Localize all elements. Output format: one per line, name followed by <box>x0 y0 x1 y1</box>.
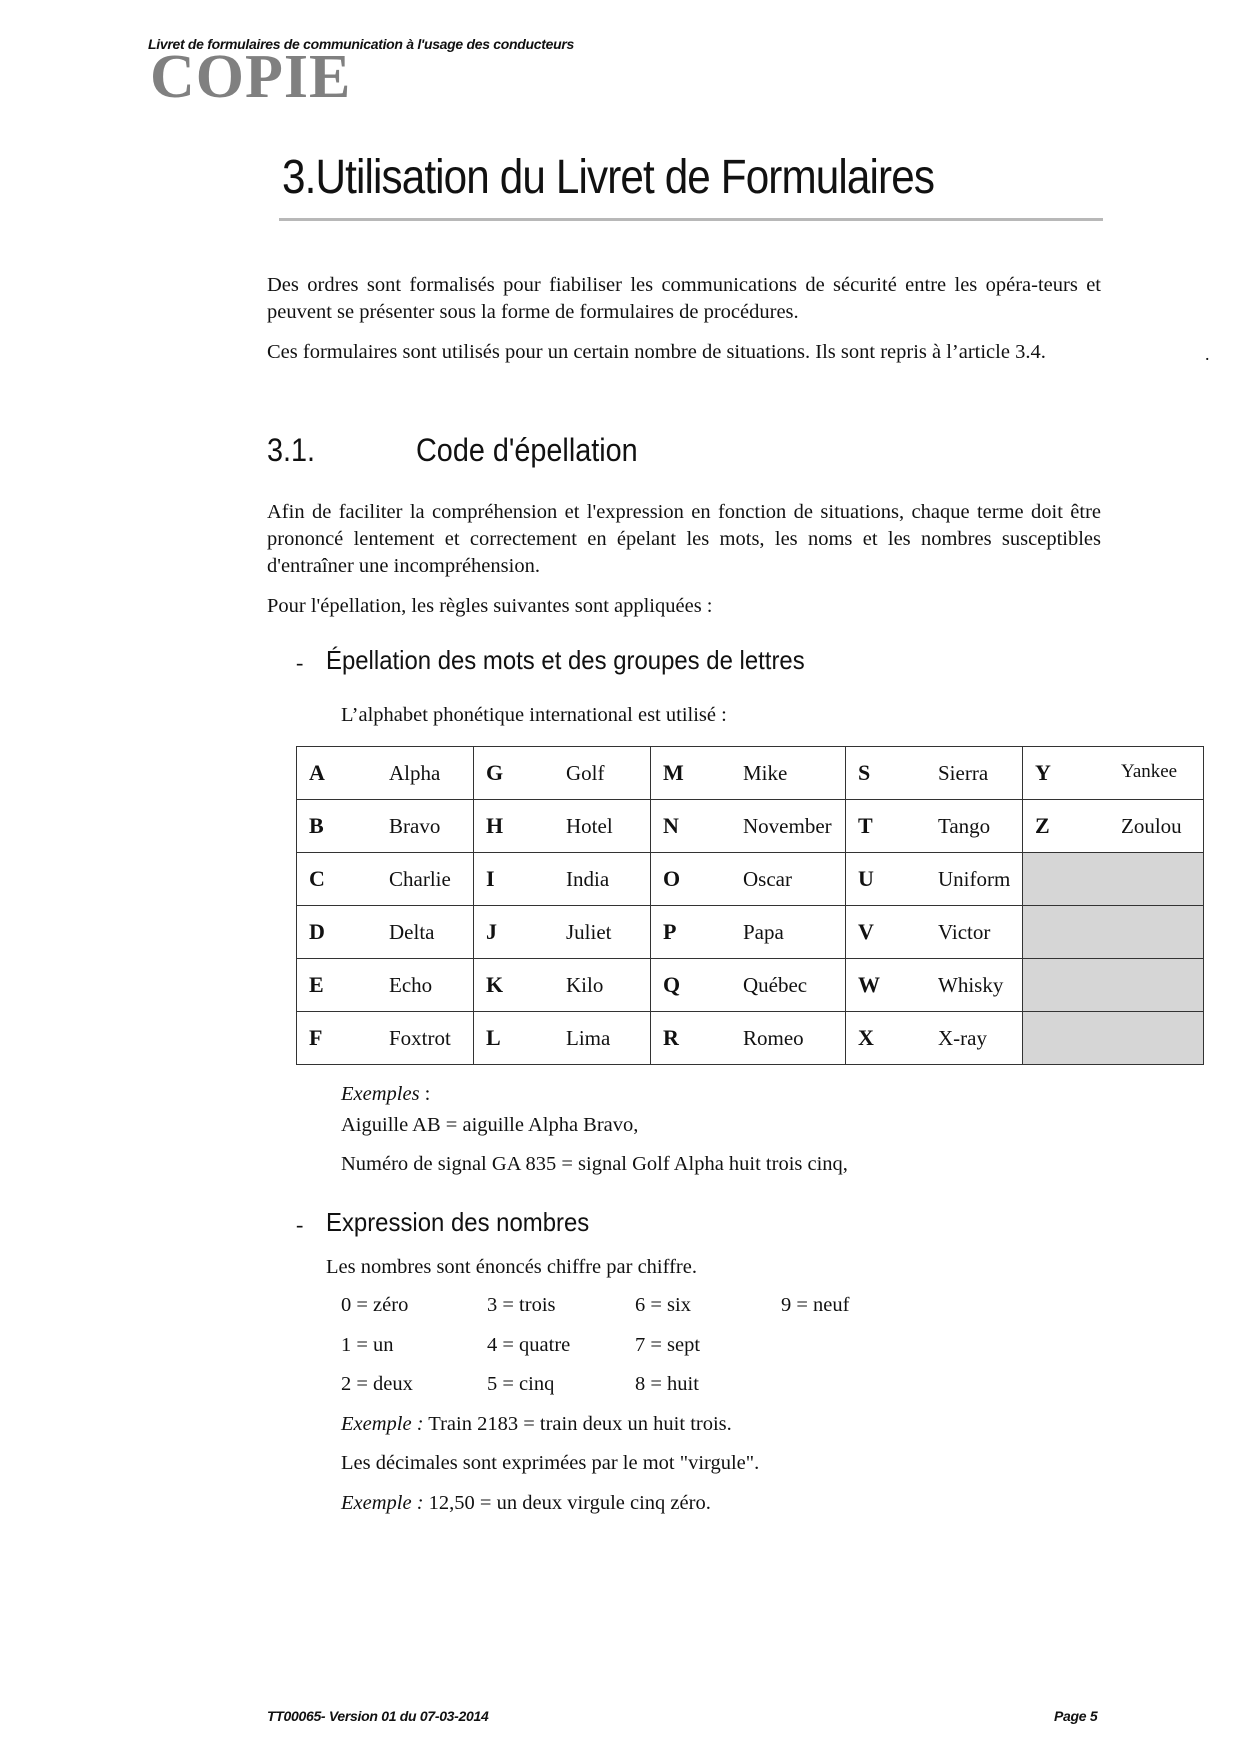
alphabet-codeword: Golf <box>566 761 605 785</box>
number-word: 7 = sept <box>635 1334 701 1356</box>
chapter-title-rule <box>279 218 1103 221</box>
alphabet-letter: M <box>663 760 684 785</box>
alphabet-letter: J <box>486 919 497 944</box>
alphabet-row <box>297 800 1204 853</box>
alphabet-cell-b <box>297 800 474 853</box>
alphabet-codeword: Romeo <box>743 1026 804 1050</box>
alphabet-cell-v <box>846 906 1023 959</box>
example-train-text: Train 2183 = train deux un huit trois. <box>423 1413 732 1435</box>
alphabet-codeword: Québec <box>743 973 808 997</box>
alphabet-cell-k <box>474 959 651 1012</box>
copie-watermark: COPIE <box>150 43 352 111</box>
example-train-label: Exemple : <box>341 1413 424 1435</box>
alphabet-cell-l <box>474 1012 651 1065</box>
alphabet-letter: K <box>486 972 504 997</box>
alphabet-codeword: Yankee <box>1121 761 1178 782</box>
alphabet-letter: S <box>858 760 871 785</box>
alphabet-cell-g <box>474 747 651 800</box>
alphabet-letter: H <box>486 813 504 838</box>
alphabet-cell-n <box>651 800 846 853</box>
alphabet-codeword: Whisky <box>938 973 1004 997</box>
alphabet-codeword: Delta <box>389 920 435 944</box>
alphabet-cell-z <box>1023 800 1204 853</box>
alphabet-letter: I <box>486 866 495 891</box>
bullet-dash-1: - <box>296 650 304 675</box>
stray-mark: . <box>1205 344 1210 364</box>
alphabet-codeword: November <box>743 814 832 838</box>
alphabet-letter: Z <box>1035 813 1050 838</box>
alphabet-letter: F <box>309 1025 323 1050</box>
alphabet-row <box>297 747 1204 800</box>
intro-paragraph-1: Des ordres sont formalisés pour fiabiliser les communications de sécurité entre les opéra-teurs et peuvent se présenter sous la forme de formulaires de procédures. <box>267 274 1101 323</box>
number-word: 1 = un <box>341 1334 394 1356</box>
alphabet-cell-a <box>297 747 474 800</box>
section-number: 3.1. <box>267 432 316 468</box>
alphabet-codeword: X-ray <box>938 1026 987 1050</box>
number-word: 0 = zéro <box>341 1294 409 1316</box>
number-word: 3 = trois <box>487 1294 556 1316</box>
alphabet-letter: Q <box>663 972 681 997</box>
alphabet-letter: L <box>486 1025 501 1050</box>
alphabet-codeword: Hotel <box>566 814 613 838</box>
alphabet-cell-h <box>474 800 651 853</box>
alphabet-cell-r <box>651 1012 846 1065</box>
alphabet-cell-q <box>651 959 846 1012</box>
bullet-title-numbers: Expression des nombres <box>326 1207 590 1237</box>
alphabet-codeword: Sierra <box>938 761 989 785</box>
alphabet-row <box>297 1012 1204 1065</box>
alphabet-cell-u <box>846 853 1023 906</box>
example-train <box>341 1413 732 1436</box>
alphabet-codeword: Alpha <box>389 761 441 785</box>
alphabet-letter: Y <box>1035 760 1051 785</box>
footer-page-number: Page 5 <box>1054 1708 1098 1724</box>
alphabet-cell-t <box>846 800 1023 853</box>
alphabet-codeword: Juliet <box>566 920 612 944</box>
example-line-1: Aiguille AB = aiguille Alpha Bravo, <box>341 1114 639 1136</box>
section-paragraph-2: Pour l'épellation, les règles suivantes sont appliquées : <box>267 595 713 617</box>
number-word: 2 = deux <box>341 1373 413 1395</box>
phonetic-alphabet-table <box>296 746 1204 1065</box>
examples-label-suffix: : <box>419 1083 431 1105</box>
alphabet-letter: V <box>858 919 874 944</box>
number-word: 4 = quatre <box>487 1334 571 1356</box>
alphabet-codeword: Bravo <box>389 814 441 838</box>
alphabet-letter: X <box>858 1025 874 1050</box>
section-paragraph-1: Afin de faciliter la compréhension et l'expression en fonction de situations, chaque terme doit être prononcé lentement et correctement en épelant les mots, les noms et les nombres susceptibles d'entraîner une incompréhension. <box>267 501 1101 577</box>
alphabet-letter: T <box>858 813 873 838</box>
alphabet-letter: C <box>309 866 325 891</box>
alphabet-cell-m <box>651 747 846 800</box>
alphabet-cell-o <box>651 853 846 906</box>
alphabet-codeword: Zoulou <box>1121 814 1182 838</box>
alphabet-cell-f <box>297 1012 474 1065</box>
number-word: 5 = cinq <box>487 1373 555 1395</box>
example-line-2: Numéro de signal GA 835 = signal Golf Alpha huit trois cinq, <box>341 1153 848 1175</box>
alphabet-cell-p <box>651 906 846 959</box>
alphabet-row <box>297 959 1204 1012</box>
alphabet-cell-d <box>297 906 474 959</box>
chapter-title: 3.Utilisation du Livret de Formulaires <box>282 151 935 204</box>
example-decimal <box>341 1492 711 1515</box>
example-decimal-label: Exemple : <box>341 1492 424 1514</box>
alphabet-letter: B <box>309 813 324 838</box>
alphabet-empty-cell <box>1023 906 1204 959</box>
alphabet-codeword: Lima <box>566 1026 611 1050</box>
alphabet-codeword: Uniform <box>938 867 1011 891</box>
alphabet-cell-y <box>1023 747 1204 800</box>
alphabet-letter: R <box>663 1025 679 1050</box>
examples-label-text: Exemples <box>341 1083 420 1105</box>
alphabet-letter: N <box>663 813 679 838</box>
alphabet-letter: A <box>309 760 325 785</box>
alphabet-codeword: Papa <box>743 920 784 944</box>
alphabet-intro: L’alphabet phonétique international est utilisé : <box>341 704 727 726</box>
alphabet-row <box>297 853 1204 906</box>
number-word: 9 = neuf <box>781 1294 850 1316</box>
alphabet-letter: U <box>858 866 874 891</box>
alphabet-empty-cell <box>1023 853 1204 906</box>
footer-version: TT00065- Version 01 du 07-03-2014 <box>267 1708 489 1724</box>
alphabet-codeword: Tango <box>938 814 991 838</box>
example-decimal-text: 12,50 = un deux virgule cinq zéro. <box>423 1492 711 1514</box>
alphabet-letter: E <box>309 972 324 997</box>
alphabet-letter: G <box>486 760 504 785</box>
alphabet-cell-w <box>846 959 1023 1012</box>
alphabet-letter: O <box>663 866 681 891</box>
alphabet-row <box>297 906 1204 959</box>
alphabet-empty-cell <box>1023 1012 1204 1065</box>
alphabet-cell-j <box>474 906 651 959</box>
examples-label <box>341 1083 430 1106</box>
alphabet-letter: D <box>309 919 325 944</box>
alphabet-codeword: Foxtrot <box>389 1026 451 1050</box>
section-title: Code d'épellation <box>416 432 638 468</box>
alphabet-codeword: Echo <box>389 973 433 997</box>
alphabet-codeword: Charlie <box>389 867 451 891</box>
alphabet-codeword: Kilo <box>566 973 604 997</box>
alphabet-codeword: India <box>566 867 610 891</box>
alphabet-cell-x <box>846 1012 1023 1065</box>
alphabet-letter: W <box>858 972 880 997</box>
alphabet-cell-s <box>846 747 1023 800</box>
numbers-intro: Les nombres sont énoncés chiffre par chiffre. <box>326 1256 697 1278</box>
number-word: 6 = six <box>635 1294 691 1316</box>
intro-paragraph-2: Ces formulaires sont utilisés pour un certain nombre de situations. Ils sont repris à l’article 3.4. <box>267 341 1046 363</box>
running-header: Livret de formulaires de communication à l'usage des conducteurs <box>148 36 575 52</box>
number-word: 8 = huit <box>635 1373 699 1395</box>
alphabet-codeword: Mike <box>743 761 788 785</box>
bullet-title-spelling: Épellation des mots et des groupes de lettres <box>326 645 805 675</box>
alphabet-cell-e <box>297 959 474 1012</box>
alphabet-codeword: Oscar <box>743 867 792 891</box>
decimals-rule: Les décimales sont exprimées par le mot "virgule". <box>341 1452 760 1474</box>
bullet-dash-2: - <box>296 1212 304 1237</box>
alphabet-cell-i <box>474 853 651 906</box>
alphabet-empty-cell <box>1023 959 1204 1012</box>
alphabet-codeword: Victor <box>938 920 991 944</box>
alphabet-letter: P <box>663 919 677 944</box>
alphabet-cell-c <box>297 853 474 906</box>
